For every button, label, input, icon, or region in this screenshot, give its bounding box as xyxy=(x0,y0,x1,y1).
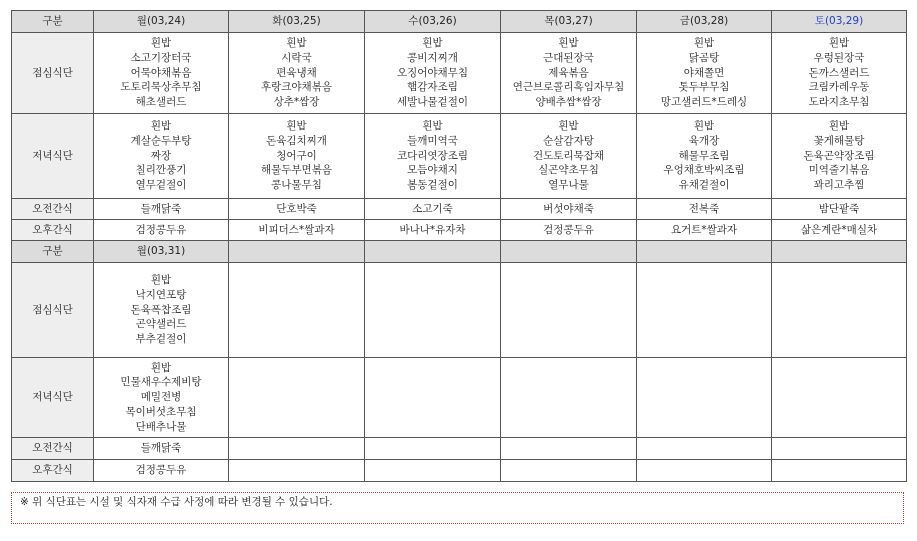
day-thu: 목(03,27) xyxy=(501,11,637,33)
menu-item: 콩나물무침 xyxy=(271,179,322,192)
menu-item: 크림카레우동 xyxy=(808,81,870,94)
day-mon: 월(03,24) xyxy=(94,11,229,33)
header-label: 구분 xyxy=(12,11,94,33)
menu-item: 돈육폭찹조림 xyxy=(130,303,192,316)
menu-item: 메밀전병 xyxy=(140,391,182,404)
menu-item: 들깨미역국 xyxy=(407,134,458,147)
meal-cell xyxy=(637,33,772,114)
menu-item: 단배추나물 xyxy=(135,420,187,433)
meal-cell xyxy=(501,114,637,199)
week1-header-row xyxy=(12,11,907,33)
row-label-dinner: 저녁식단 xyxy=(12,114,94,199)
empty-cell xyxy=(772,263,907,358)
snack-cell: 밤단팥죽 xyxy=(772,199,907,220)
menu-item: 도토리묵상추무침 xyxy=(120,81,202,94)
menu-item: 편육냉채 xyxy=(276,66,317,79)
menu-item: 소고기장터국 xyxy=(130,51,192,64)
menu-item: 부추겉절이 xyxy=(135,333,187,346)
empty-cell xyxy=(365,438,501,460)
meal-cell xyxy=(94,114,229,199)
day-sat: 토(03,29) xyxy=(772,11,907,33)
menu-item: 육개장 xyxy=(688,134,720,147)
week1-am-snack-row xyxy=(12,199,907,220)
empty-cell xyxy=(501,358,637,438)
menu-item: 꽃게해물탕 xyxy=(813,134,865,147)
row-label-pm-snack-2: 오후간식 xyxy=(12,460,94,482)
snack-cell: 들깨닭죽 xyxy=(94,199,229,220)
empty-cell xyxy=(772,358,907,438)
menu-item: 흰밥 xyxy=(286,120,307,132)
menu-item: 돈육곤약장조림 xyxy=(803,149,875,162)
empty-cell xyxy=(501,438,637,460)
menu-item: 우엉채호박씨조림 xyxy=(663,164,745,177)
header-label-2: 구분 xyxy=(12,241,94,263)
menu-item: 흰밥 xyxy=(828,120,850,132)
week1-lunch-row xyxy=(12,33,907,114)
menu-item: 목이버섯초무침 xyxy=(125,405,197,418)
empty-cell xyxy=(772,460,907,482)
empty-cell xyxy=(772,241,907,263)
menu-item: 햄감자조림 xyxy=(407,81,458,94)
empty-cell xyxy=(229,460,365,482)
menu-item: 순살감자탕 xyxy=(543,134,594,147)
empty-cell xyxy=(637,358,772,438)
menu-item: 칠리깐풍기 xyxy=(135,164,187,177)
row-label-am-snack: 오전간식 xyxy=(12,199,94,220)
day-fri: 금(03,28) xyxy=(637,11,772,33)
empty-cell xyxy=(501,460,637,482)
menu-item: 흰밥 xyxy=(828,37,850,49)
week2-am-snack-row xyxy=(12,438,907,460)
menu-item: 열무겉절이 xyxy=(135,179,187,192)
week1-dinner-row xyxy=(12,114,907,199)
menu-item: 건도토리묵잡채 xyxy=(532,149,604,162)
empty-cell xyxy=(365,241,501,263)
empty-cell xyxy=(229,438,365,460)
menu-item: 민물새우수제비탕 xyxy=(120,376,202,389)
empty-cell xyxy=(229,263,365,358)
week2-dinner-row xyxy=(12,358,907,438)
meal-cell xyxy=(94,263,229,358)
notice-text: ※ 위 식단표는 시설 및 식자재 수급 사정에 따라 변경될 수 있습니다. xyxy=(20,496,333,508)
menu-item: 미역줄기볶음 xyxy=(808,164,870,177)
snack-cell: 비피더스*쌀과자 xyxy=(229,220,365,241)
menu-item: 계살순두부탕 xyxy=(130,134,192,147)
meal-cell xyxy=(94,358,229,438)
menu-item: 봄동겉절이 xyxy=(407,179,458,192)
menu-item: 유채겉절이 xyxy=(678,179,730,192)
menu-item: 흰밥 xyxy=(150,37,172,49)
row-label-lunch: 점심식단 xyxy=(12,33,94,114)
menu-item: 근대된장국 xyxy=(543,51,594,64)
menu-item: 짜장 xyxy=(150,149,172,162)
snack-cell: 들깨닭죽 xyxy=(94,438,229,460)
empty-cell xyxy=(229,241,365,263)
row-label-am-snack-2: 오전간식 xyxy=(12,438,94,460)
menu-item: 흰밥 xyxy=(558,120,579,132)
week2-lunch-row xyxy=(12,263,907,358)
menu-item: 연근브로콜리흑임자무침 xyxy=(512,81,625,94)
meal-cell xyxy=(365,33,501,114)
row-label-pm-snack: 오후간식 xyxy=(12,220,94,241)
snack-cell: 검정콩두유 xyxy=(501,220,637,241)
menu-item: 흰밥 xyxy=(150,361,172,374)
meal-cell xyxy=(365,114,501,199)
menu-item: 모듬야채지 xyxy=(407,164,458,177)
menu-item: 흰밥 xyxy=(693,120,715,132)
meal-cell xyxy=(772,114,907,199)
week1-pm-snack-row xyxy=(12,220,907,241)
empty-cell xyxy=(637,438,772,460)
snack-cell: 검정콩두유 xyxy=(94,220,229,241)
menu-item: 코다리엿장조림 xyxy=(396,149,468,162)
menu-item: 도라지초무침 xyxy=(808,96,870,109)
menu-item: 후랑크야채볶음 xyxy=(260,81,332,94)
day-tue: 화(03,25) xyxy=(229,11,365,33)
menu-item: 낙지연포탕 xyxy=(135,288,187,301)
snack-cell: 소고기죽 xyxy=(365,199,501,220)
row-label-dinner-2: 저녁식단 xyxy=(12,358,94,438)
menu-item: 콩비지찌개 xyxy=(407,51,458,64)
menu-item: 흰밥 xyxy=(422,120,443,132)
menu-item: 우렁된장국 xyxy=(813,51,865,64)
empty-cell xyxy=(229,358,365,438)
empty-cell xyxy=(772,438,907,460)
menu-item: 양배추쌈*쌈장 xyxy=(535,96,602,109)
menu-item: 열무나물 xyxy=(548,179,589,192)
menu-item: 흰밥 xyxy=(422,37,443,49)
notice-box xyxy=(11,492,904,524)
menu-item: 세발나물겉절이 xyxy=(396,96,468,109)
empty-cell xyxy=(501,263,637,358)
menu-item: 청어구이 xyxy=(276,149,317,162)
snack-cell: 단호박죽 xyxy=(229,199,365,220)
day-wed: 수(03,26) xyxy=(365,11,501,33)
menu-item: 실곤약초무침 xyxy=(538,164,599,177)
empty-cell xyxy=(637,241,772,263)
menu-item: 어묵야채볶음 xyxy=(130,66,192,79)
snack-cell: 삶은계란*매실차 xyxy=(772,220,907,241)
meal-cell xyxy=(772,33,907,114)
empty-cell xyxy=(365,358,501,438)
week2-pm-snack-row xyxy=(12,460,907,482)
meal-cell xyxy=(637,114,772,199)
empty-cell xyxy=(501,241,637,263)
empty-cell xyxy=(365,460,501,482)
menu-item: 시락국 xyxy=(281,51,312,64)
menu-item: 야채쫄면 xyxy=(683,66,725,79)
menu-item: 제육볶음 xyxy=(548,66,589,79)
menu-item: 오징어야채무침 xyxy=(396,66,468,79)
snack-cell: 요거트*쌀과자 xyxy=(637,220,772,241)
menu-item: 꽈리고추찜 xyxy=(813,179,865,192)
menu-item: 해물두부면볶음 xyxy=(260,164,332,177)
menu-item: 망고샐러드*드레싱 xyxy=(660,96,748,109)
menu-item: 흰밥 xyxy=(693,37,715,49)
menu-item: 돈까스샐러드 xyxy=(808,66,870,79)
empty-cell xyxy=(637,460,772,482)
menu-item: 닭곰탕 xyxy=(688,51,720,64)
meal-cell xyxy=(94,33,229,114)
row-label-lunch-2: 점심식단 xyxy=(12,263,94,358)
empty-cell xyxy=(365,263,501,358)
menu-item: 상추*쌈장 xyxy=(273,96,320,109)
meal-cell xyxy=(229,114,365,199)
snack-cell: 바나나*유자차 xyxy=(365,220,501,241)
empty-cell xyxy=(637,263,772,358)
menu-item: 곤약샐러드 xyxy=(135,318,187,331)
menu-item: 흰밥 xyxy=(150,120,172,132)
snack-cell: 전복죽 xyxy=(637,199,772,220)
menu-item: 해초샐러드 xyxy=(135,96,187,109)
menu-item: 해물무조림 xyxy=(678,149,730,162)
meal-plan-table xyxy=(11,10,907,482)
menu-item: 흰밥 xyxy=(150,274,172,286)
menu-item: 돈육김치찌개 xyxy=(266,134,327,147)
menu-item: 흰밥 xyxy=(558,37,579,49)
snack-cell: 검정콩두유 xyxy=(94,460,229,482)
meal-cell xyxy=(501,33,637,114)
week2-header-row xyxy=(12,241,907,263)
snack-cell: 버섯야채죽 xyxy=(501,199,637,220)
day-mon-2: 월(03,31) xyxy=(94,241,229,263)
menu-item: 톳두부무침 xyxy=(678,81,730,94)
menu-item: 흰밥 xyxy=(286,37,307,49)
meal-cell xyxy=(229,33,365,114)
